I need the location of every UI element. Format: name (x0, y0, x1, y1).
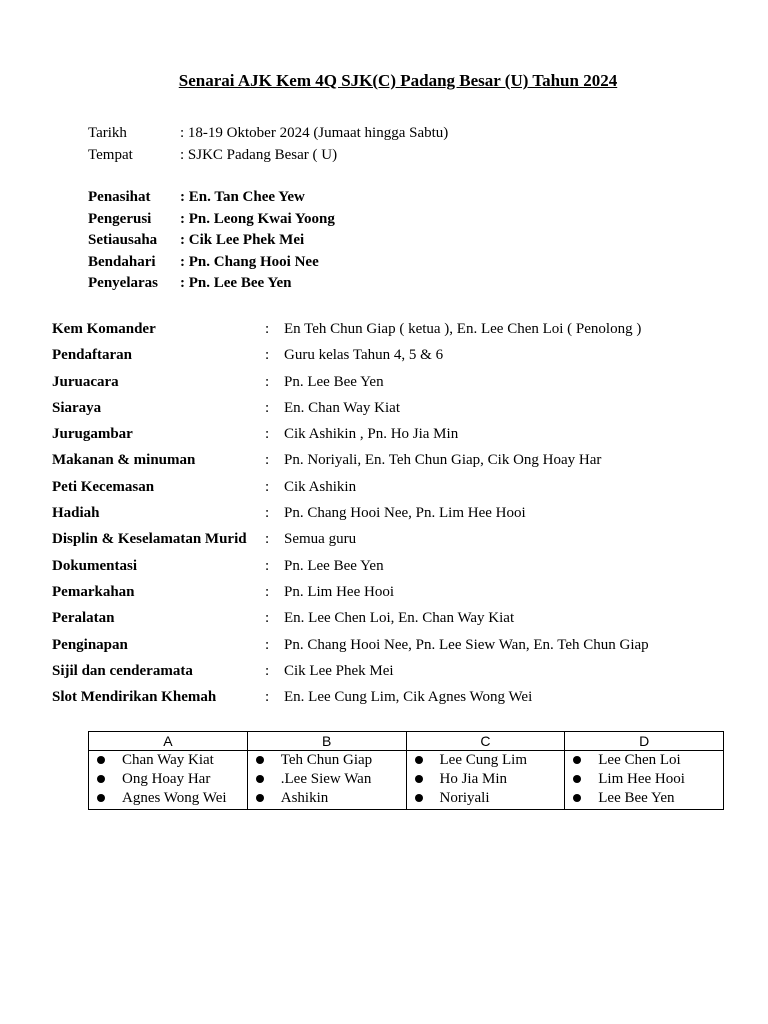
bullet-icon (573, 756, 581, 764)
group-header: A (89, 732, 248, 751)
committee-names: Cik Ashikin (284, 478, 357, 495)
committee-role: Juruacara (52, 373, 119, 390)
committee-names: Guru kelas Tahun 4, 5 & 6 (284, 347, 444, 364)
committee-colon: : (265, 531, 270, 548)
committee-colon: : (265, 662, 270, 679)
group-member (407, 770, 565, 789)
member-name: Lee Cung Lim (439, 752, 527, 768)
group-header: B (247, 732, 406, 751)
committee-colon: : (265, 583, 270, 600)
bullet-icon (97, 775, 105, 783)
committee-role: Makanan & minuman (52, 452, 196, 469)
group-member (565, 789, 723, 808)
officer-value: : Pn. Leong Kwai Yoong (180, 210, 335, 227)
member-name: Teh Chun Giap (280, 752, 373, 768)
committee-names: En. Lee Cung Lim, Cik Agnes Wong Wei (284, 689, 533, 706)
officer-label: Bendahari (88, 253, 156, 270)
group-member (565, 751, 723, 770)
officer-label: Penyelaras (88, 275, 158, 291)
member-name: Ashikin (280, 790, 329, 806)
committee-role: Siaraya (52, 399, 102, 416)
committee-role: Hadiah (52, 505, 100, 522)
group-header: C (406, 732, 565, 751)
committee-names: Pn. Lee Bee Yen (284, 373, 384, 390)
bullet-icon (573, 794, 581, 802)
member-name: Ho Jia Min (439, 771, 507, 787)
committee-role: Displin & Keselamatan Murid (52, 531, 247, 548)
group-member (407, 789, 565, 808)
committee-role: Penginapan (52, 636, 128, 653)
committee-colon: : (265, 610, 270, 627)
committee-role: Peti Kecemasan (52, 478, 155, 495)
bullet-icon (97, 756, 105, 764)
committee-names: Pn. Chang Hooi Nee, Pn. Lee Siew Wan, En. Teh Chun Giap (284, 636, 649, 653)
group-cell (406, 751, 565, 810)
committee-names: En Teh Chun Giap ( ketua ), En. Lee Chen Loi ( Penolong ) (284, 321, 642, 337)
document-title: Senarai AJK Kem 4Q SJK(C) Padang Besar (U) Tahun 2024 (178, 71, 618, 90)
committee-role: Slot Mendirikan Khemah (52, 689, 217, 706)
group-cell (89, 751, 248, 810)
group-member (248, 789, 406, 808)
committee-colon: : (265, 452, 270, 469)
detail-value: : 18-19 Oktober 2024 (Jumaat hingga Sabtu) (180, 125, 449, 141)
officer-value: : Pn. Chang Hooi Nee (180, 253, 319, 270)
bullet-icon (256, 775, 264, 783)
officer-label: Pengerusi (88, 210, 152, 227)
committee-colon: : (265, 347, 270, 364)
detail-label: Tempat (88, 146, 133, 163)
bullet-icon (97, 794, 105, 802)
committee-colon: : (265, 478, 270, 495)
committee-names: Semua guru (284, 531, 357, 548)
officer-value: : Pn. Lee Bee Yen (180, 275, 292, 291)
member-name: Noriyali (439, 790, 490, 806)
member-name: .Lee Siew Wan (280, 771, 372, 787)
group-member (89, 751, 247, 770)
group-member (248, 770, 406, 789)
member-name: Lee Bee Yen (598, 790, 675, 806)
committee-names: Cik Lee Phek Mei (284, 662, 394, 679)
groups-table (88, 731, 724, 810)
bullet-icon (415, 794, 423, 802)
bullet-icon (573, 775, 581, 783)
officer-label: Setiausaha (88, 232, 158, 248)
group-member (89, 789, 247, 808)
bullet-icon (415, 756, 423, 764)
committee-role: Kem Komander (52, 321, 156, 337)
group-cell (565, 751, 724, 810)
committee-colon: : (265, 636, 270, 653)
group-cell (247, 751, 406, 810)
member-name: Lim Hee Hooi (598, 771, 685, 787)
committee-colon: : (265, 373, 270, 390)
bullet-icon (415, 775, 423, 783)
officer-label: Penasihat (88, 189, 151, 205)
groups-members-row (89, 751, 724, 810)
committee-role: Pemarkahan (52, 583, 135, 600)
committee-names: En. Lee Chen Loi, En. Chan Way Kiat (284, 610, 515, 627)
member-name: Lee Chen Loi (598, 752, 681, 768)
group-header: D (565, 732, 724, 751)
committee-names: En. Chan Way Kiat (284, 399, 400, 416)
committee-names: Pn. Chang Hooi Nee, Pn. Lim Hee Hooi (284, 505, 526, 522)
committee-colon: : (265, 505, 270, 522)
detail-label: Tarikh (88, 125, 127, 141)
committee-role: Jurugambar (52, 426, 133, 443)
committee-names: Pn. Lim Hee Hooi (284, 583, 394, 600)
officer-value: : En. Tan Chee Yew (180, 189, 305, 205)
committee-colon: : (265, 557, 270, 574)
member-name: Chan Way Kiat (122, 752, 214, 768)
committee-role: Dokumentasi (52, 557, 138, 574)
detail-value: : SJKC Padang Besar ( U) (180, 146, 338, 163)
committee-role: Sijil dan cenderamata (52, 662, 193, 679)
committee-names: Pn. Noriyali, En. Teh Chun Giap, Cik Ong Hoay Har (284, 452, 602, 469)
member-name: Ong Hoay Har (122, 771, 211, 787)
group-member (248, 751, 406, 770)
committee-role: Peralatan (52, 610, 115, 627)
committee-names: Pn. Lee Bee Yen (284, 557, 384, 574)
group-member (407, 751, 565, 770)
group-member (565, 770, 723, 789)
groups-header-row (89, 732, 724, 751)
bullet-icon (256, 794, 264, 802)
member-name: Agnes Wong Wei (122, 790, 227, 806)
committee-colon: : (265, 321, 270, 337)
committee-colon: : (265, 399, 270, 416)
committee-colon: : (265, 689, 270, 706)
committee-colon: : (265, 426, 270, 443)
committee-names: Cik Ashikin , Pn. Ho Jia Min (284, 426, 459, 443)
bullet-icon (256, 756, 264, 764)
group-member (89, 770, 247, 789)
officer-value: : Cik Lee Phek Mei (180, 232, 305, 248)
committee-role: Pendaftaran (52, 347, 132, 364)
